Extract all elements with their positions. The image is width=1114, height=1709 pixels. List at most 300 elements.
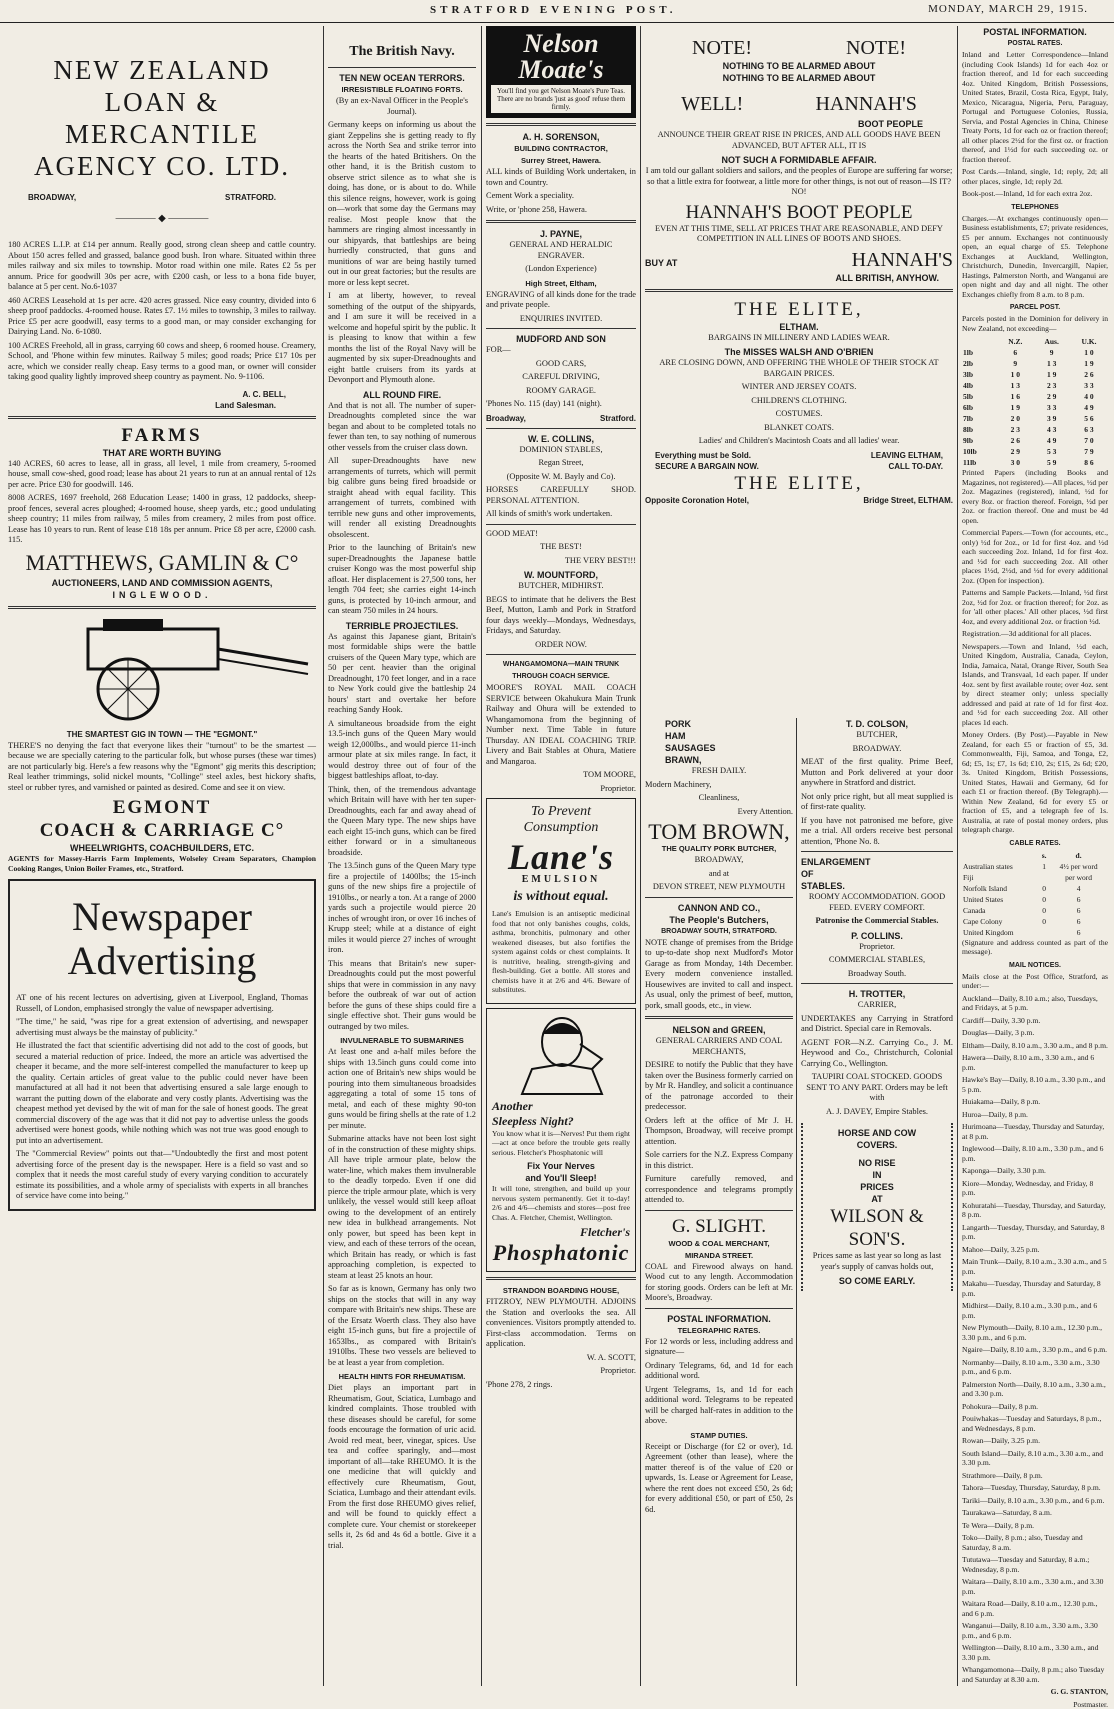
cable-cell: 6	[1049, 905, 1108, 916]
cannon-name: CANNON AND CO.,	[645, 902, 793, 914]
colson-sub: BUTCHER,	[801, 730, 953, 741]
collins-para-2: All kinds of smith's work undertaken.	[486, 509, 636, 520]
told-text: I am told our gallant soldiers and sailors, and the peoples of Europe are suffering far worse; so that a little extra for footwear, a little more for other things, is not out of reason—IS IT? NO!	[645, 166, 953, 198]
mail-list	[962, 994, 1108, 1685]
cable-row	[962, 894, 1108, 905]
column-rule	[323, 26, 324, 1686]
hc-line-4: AT	[809, 1193, 945, 1205]
cable-cell: Canada	[962, 905, 1039, 916]
parcel-header-cell: Aus.	[1033, 336, 1070, 347]
colson-para-1: MEAT of the first quality. Prime Beef, Mutton and Pork delivered at your door anywhere in Stratford and district.	[801, 757, 953, 789]
np-title-2: Advertising	[16, 939, 308, 983]
health-para: Diet plays an important part in Rheumatism, Gout, Sciatica, Lumbago and kindred complaints. Those troubled with these diseases should be careful, for some foods encourage the formation of uric acid. Avoid red meat, beer, vinegar, spices. Use tea and coffee sparingly, and—most important of all—take RHEUMO. It is the one medicine that will quickly and effectively cure Rheumatism, Gout, Sciatica, Lumbago and their attendant evils. From the first dose RHEUMO gives relief, and will be found to quickly effect a complete cure. Your chemist or storekeeper sells it, 2s 6d and 4s 6d a bottle. Give it a trial.	[328, 1383, 476, 1551]
collins-sub: DOMINION STABLES,	[486, 445, 636, 456]
colson-addr: BROADWAY.	[801, 744, 953, 755]
parcel-cell: 3 9	[1033, 413, 1070, 424]
parcel-cell: 2 3	[1033, 380, 1070, 391]
parcel-cell: 10lb	[962, 446, 997, 457]
elite-line-4: BLANKET COATS.	[645, 423, 953, 434]
cable-cell: 6	[1049, 894, 1108, 905]
sorenson-sub: BUILDING CONTRACTOR,	[486, 143, 636, 155]
colson-para-3: If you have not patronised me before, give me a trial. All orders receive best personal attention, 'Phone No. 8.	[801, 816, 953, 848]
navy-para-7: A simultaneous broadside from the eight 13.5-inch guns of the Queen Mary would weigh 12,000lbs., and would pierce 11-inch armour plate at six miles range. In fact, it would destroy three out of four of the biggest battleships afloat, to-day.	[328, 719, 476, 782]
parcel-cell: 1 0	[1070, 347, 1108, 358]
navy-title: The British Navy.	[328, 40, 476, 63]
strandon-title: STRANDON BOARDING HOUSE,	[486, 1285, 636, 1297]
elite-line-3: COSTUMES.	[645, 409, 953, 420]
strandon-phone: 'Phone 278, 2 rings.	[486, 1380, 636, 1391]
note-right: NOTE!	[846, 36, 906, 60]
mail-item: Douglas—Daily, 3 p.m.	[962, 1028, 1108, 1038]
parcel-cell: 2lb	[962, 358, 997, 369]
meat-line-2: THE BEST!	[486, 542, 636, 553]
fletcher-name: Fletcher's	[492, 1225, 630, 1240]
fletcher-para-2: Fix Your Nerves	[492, 1160, 630, 1172]
cable-cell: 4	[1049, 883, 1108, 894]
enl-of: OF	[801, 868, 953, 880]
elite-misses: The MISSES WALSH AND O'BRIEN	[645, 346, 953, 358]
navy-para-11: At least one and a-half miles before the ships with 13.5inch guns could come into action one of Britain's new ships would be pouring into them simultaneous broadsides aggregating a total of some 15 tons of metal, and each of these mighty 90-ton guns would be firing shells at the rate of 1.2 per minute.	[328, 1047, 476, 1131]
mountford-sub: BUTCHER, MIDHIRST.	[486, 581, 636, 592]
parcel-row	[962, 413, 1108, 424]
meat-line-1: GOOD MEAT!	[486, 529, 636, 540]
nz-listing-3: 100 ACRES Freehold, all in grass, carrying 60 cows and sheep, 6 roomed house. Creamery, School, and 'Phone within few minutes. Railway 5 miles; good roads; Price £17 10s per acre, which we consider really cheap. Easy terms to a good man, or owner will consider taking good quality lightly improved sheep country as payment. No. 9-1106.	[8, 341, 316, 383]
matthews-town: INGLEWOOD.	[8, 589, 316, 601]
navy-sub-2: IRRESISTIBLE FLOATING FORTS.	[328, 84, 476, 96]
parcel-cell: 3 0	[997, 457, 1033, 468]
fletcher-para-1: You know what it is—Nerves! Put them right—act at once before the trouble gets really serious. Fletcher's Phosphatonic will	[492, 1129, 630, 1158]
parcel-cell: 1 9	[1070, 358, 1108, 369]
egmont-title-2: COACH & CARRIAGE C°	[8, 819, 316, 842]
parcel-cell: 2 6	[1070, 369, 1108, 380]
every-attention: Every Attention.	[645, 807, 793, 818]
parcel-row	[962, 457, 1108, 468]
cable-cell: 6	[1049, 916, 1108, 927]
mudford-phone: 'Phones No. 115 (day) 141 (night).	[486, 399, 636, 410]
mail-item: South Island—Daily, 8.10 a.m., 3.30 a.m., and 3.30 p.m.	[962, 1449, 1108, 1468]
tb-devon: DEVON STREET, NEW PLYMOUTH	[645, 882, 793, 893]
mail-item: Whangamomona—Daily, 8 p.m.; also Tuesday and Saturday at 8.30 a.m.	[962, 1665, 1108, 1684]
mail-item: Kaponga—Daily, 3.30 p.m.	[962, 1166, 1108, 1176]
sorenson-para-2: Cement Work a speciality.	[486, 191, 636, 202]
mail-item: Inglewood—Daily, 8.10 a.m., 3.30 p.m., and 6 p.m.	[962, 1144, 1108, 1163]
mudford-addr-right: Stratford.	[600, 413, 636, 424]
pork-2: HAM	[645, 730, 793, 742]
parcel-cell: 2 9	[997, 446, 1033, 457]
column-rule	[640, 26, 641, 1686]
trotter-name: H. TROTTER,	[801, 988, 953, 1000]
parcel-row	[962, 358, 1108, 369]
parcel-cell: 3 3	[1033, 402, 1070, 413]
parcel-cell: 1 3	[1033, 358, 1070, 369]
parcel-cell: 3 3	[1070, 380, 1108, 391]
cable-cell: United States	[962, 894, 1039, 905]
cable-title: CABLE RATES.	[962, 838, 1108, 850]
lanes-line-2: Consumption	[492, 820, 630, 836]
cannon-addr: BROADWAY SOUTH, STRATFORD.	[645, 926, 793, 938]
column-2	[328, 26, 476, 1686]
nz-addr-left: BROADWAY,	[28, 192, 76, 203]
cannon-sub: The People's Butchers,	[645, 914, 793, 926]
pi-title: POSTAL INFORMATION.	[645, 1313, 793, 1325]
pi-stamp: STAMP DUTIES.	[645, 1430, 793, 1442]
hc-line-2: IN	[809, 1169, 945, 1181]
gig-illustration	[8, 614, 316, 724]
parcel-row	[962, 380, 1108, 391]
buy-at: BUY AT	[645, 257, 677, 269]
parcel-cell: 1 3	[997, 380, 1033, 391]
trotter-agent: AGENT FOR—N.Z. Carrying Co., J. M. Heywood and Co., Christchurch, Colonial Carrying Co., Wellington.	[801, 1038, 953, 1070]
postal-para-6: Patterns and Sample Packets.—Inland, ½d first 2oz, ½d for 2oz. or fraction thereof; for 2oz. as for 'all other places.' All other places, ½d first 4oz, and every additional 2oz. or fraction ½d.	[962, 588, 1108, 626]
cable-row	[962, 861, 1108, 872]
cable-cell: 0	[1039, 916, 1049, 927]
ng-para-3: Sole carriers for the N.Z. Express Company in this district.	[645, 1150, 793, 1171]
parcel-cell: 8 6	[1070, 457, 1108, 468]
parcel-cell: 7 0	[1070, 435, 1108, 446]
pc-bway: Broadway South.	[801, 969, 953, 980]
column-rule	[481, 26, 482, 1686]
mail-item: Tahora—Tuesday, Thursday, Saturday, 8 p.m.	[962, 1483, 1108, 1493]
cable-row	[962, 905, 1108, 916]
farms-title: FARMS	[8, 424, 316, 447]
mail-item: Rowan—Daily, 3.25 p.m.	[962, 1436, 1108, 1446]
nz-title-3: AGENCY CO. LTD.	[8, 150, 316, 182]
mail-item: Midhirst—Daily, 8.10 a.m., 3.30 p.m., and 6 p.m.	[962, 1301, 1108, 1320]
column-4-top	[645, 26, 953, 716]
elite-opposite: Opposite Coronation Hotel,	[645, 495, 749, 506]
hc-line-3: PRICES	[809, 1181, 945, 1193]
mail-item: Toko—Daily, 8 p.m.; also, Tuesday and Saturday, 8 a.m.	[962, 1533, 1108, 1552]
parcel-cell: 1 6	[997, 391, 1033, 402]
navy-para-2: I am at liberty, however, to reveal something of the output of the shipyards, and I am sure it will be received in a welcome and hopeful spirit by the public. It is pleasing to know that within a few months the list of the Royal Navy will be augmented by six super-Dreadnoughts and eight battle cruisers from its yards at Devonport and Plymouth alone.	[328, 291, 476, 386]
parcel-cell: 1 0	[997, 369, 1033, 380]
lanes-para: Lane's Emulsion is an antiseptic medicinal food that not only banishes coughs, colds, asthma, bronchitis, pulmonary and other weakened diseases, but also fortifies the system against colds or chest complaints. It is nutritive, healing, strength-giving and flesh-building. Get a bottle. All stores and chemists have it at 2/6 and 4/6. Beware of substitutes.	[492, 909, 630, 995]
navy-para-3: And that is not all. The number of super-Dreadnoughts completed since the war began and about to be completed totals no fewer than ten, to say nothing of numerous other vessels from the cruiser class down.	[328, 401, 476, 454]
enl-title: ENLARGEMENT	[801, 856, 953, 868]
parcel-row	[962, 446, 1108, 457]
pork-4: BRAWN,	[645, 754, 793, 766]
mail-item: Hawke's Bay—Daily, 8.10 a.m., 3.30 p.m., and 5 p.m.	[962, 1075, 1108, 1094]
coach-sign: TOM MOORE,	[486, 770, 636, 781]
elite-leaving: LEAVING ELTHAM,	[871, 450, 943, 461]
tb-broadway: BROADWAY,	[645, 855, 793, 866]
elite-bargains: BARGAINS IN MILLINERY AND LADIES WEAR.	[645, 333, 953, 344]
modern: Modern Machinery,	[645, 780, 793, 791]
postal-para-3: Book-post.—Inland, 1d for each extra 2oz.	[962, 189, 1108, 199]
nelson-logo: Nelson Moate's	[491, 31, 631, 83]
parcel-cell: 6 3	[1070, 424, 1108, 435]
parcel-cell: 2 6	[997, 435, 1033, 446]
ng-sub: GENERAL CARRIERS AND COAL MERCHANTS,	[645, 1036, 793, 1057]
ornament-divider: ———— ◆ ————	[8, 213, 316, 224]
all-british: ALL BRITISH, ANYHOW.	[645, 272, 953, 284]
ng-para-2: Orders left at the office of Mr J. H. Thompson, Broadway, will receive prompt attention.	[645, 1116, 793, 1148]
parcel-cell: 2 9	[1033, 391, 1070, 402]
mail-item: Normanby—Daily, 8.10 a.m., 3.30 a.m., 3.30 p.m., and 6 p.m.	[962, 1358, 1108, 1377]
cable-row	[962, 872, 1108, 883]
parcel-cell: 4 0	[1070, 391, 1108, 402]
cable-row	[962, 916, 1108, 927]
parcel-header-cell: N.Z.	[997, 336, 1033, 347]
parcel-cell: 7 9	[1070, 446, 1108, 457]
elite-secure: SECURE A BARGAIN NOW.	[655, 461, 759, 472]
slight-para: COAL and Firewood always on hand. Wood cut to any length. Accommodation for storing goods. Orders can be left at Mr. Moore's, Broadway.	[645, 1262, 793, 1304]
payne-sub: GENERAL AND HERALDIC ENGRAVER.	[486, 240, 636, 261]
parcel-cell: 4 9	[1033, 435, 1070, 446]
parcel-cell: 3lb	[962, 369, 997, 380]
navy-heading-projectiles: TERRIBLE PROJECTILES.	[328, 620, 476, 632]
tb-and: and at	[645, 869, 793, 880]
np-para-1: AT one of his recent lectures on advertising, given at Liverpool, England, Thomas Russell, of London, emphasised strongly the value of newspaper advertising.	[16, 993, 308, 1014]
mudford-name: MUDFORD AND SON	[486, 333, 636, 345]
parcel-cell: 5 6	[1070, 413, 1108, 424]
parcel-row	[962, 369, 1108, 380]
colson-para-2: Not only price right, but all meat supplied is of first-rate quality.	[801, 792, 953, 813]
mudford-line-2: CAREFUL DRIVING,	[486, 372, 636, 383]
matthews-name: MATTHEWS, GAMLIN & C°	[8, 549, 316, 577]
navy-sub-1: TEN NEW OCEAN TERRORS.	[328, 72, 476, 84]
egmont-title-1: EGMONT	[8, 796, 316, 819]
parcel-cell: 1 9	[1033, 369, 1070, 380]
egmont-agents: AGENTS for Massey-Harris Farm Implements, Wolseley Cream Separators, Champion Cooking Ranges, Union Boiler Frames, etc., Stratford.	[8, 854, 316, 873]
fletcher-advert	[486, 1008, 636, 1273]
nz-listing-1: 180 ACRES L.I.P. at £14 per annum. Really good, strong clean sheep and cattle country. About 150 acres felled and grassed, balance good bush. Iron whare. Situated within three miles railway and six miles to township. Motor road within one mile. Rates £2 5s per annum. Price for goodwill 30s per acre, with £200 cash, or less to a bona fide buyer, balance at 5 per cent. No.6-1037	[8, 240, 316, 293]
payne-enquiries: ENQUIRIES INVITED.	[486, 314, 636, 325]
farms-listing-1: 140 ACRES, 60 acres to lease, all in grass, all level, 1 mile from creamery, 5-roomed house, small cow-shed, good road; lease has about 21 years to run at an annual rental of 12s per acre. Price £30 for goodwill. 146.	[8, 459, 316, 491]
np-para-3: He illustrated the fact that scientific advertising did not add to the cost of goods, but secured a material reduction of price. Indeed, the more an article was advertised the cheaper it became, and the more self-interest compelled the manufacturer to keep up the quality. Certain articles of great value to the public could never have been manufactured at all had it not been that advertising ensured a sale large enough to warrant the putting down of the elaborate and very costly plants. Advertising was the cheapest method yet devised by the wit of man for the sale of honest goods. The great commercial discovery of the age was that it did not pay to advertise unless the goods advertised were honest goods, while nothing which was not true was good enough to put into an advertisement.	[16, 1041, 308, 1146]
well-heading: WELL!	[681, 92, 743, 116]
mail-item: Eltham—Daily, 8.10 a.m., 3.30 a.m., and 8 p.m.	[962, 1041, 1108, 1051]
postal-para-5: Commercial Papers.—Town (for accounts, etc., only) ½d for 2oz., or 1d for first 4oz. and ½d each succeeding 2oz. Inland, 1d for first 4oz. and ½d for each succeeding 2oz. All other places 1½d, 2½d, and ½d for every additional 2oz. (Open for inspection).	[962, 528, 1108, 585]
sorenson-addr: Surrey Street, Hawera.	[486, 155, 636, 167]
sleepless-man-illustration	[492, 1014, 630, 1094]
navy-para-8: Think, then, of the tremendous advantage which Britain will have with her ten super-Dreadnoughts, each far and away ahead of the Queen Mary type. The new ships have each eight 15-inch guns, which can be fired either forward or in a simultaneous broadside.	[328, 785, 476, 859]
telephones-title: TELEPHONES	[962, 202, 1108, 214]
cable-note: (Signature and address counted as part of the message).	[962, 938, 1108, 957]
note-sub-2: NOTHING TO BE ALARMED ABOUT	[645, 72, 953, 84]
parcel-cell: 1lb	[962, 347, 997, 358]
elite-macs: Ladies' and Children's Macintosh Coats and all ladies' wear.	[645, 436, 953, 447]
farms-advert	[8, 424, 316, 601]
strandon-para: FITZROY, NEW PLYMOUTH. ADJOINS the Station and overlooks the sea. All conveniences. Visitors promptly attended to. First-class accommodation. Terms on application.	[486, 1297, 636, 1350]
parcel-cell: 9lb	[962, 435, 997, 446]
hc-title-1: HORSE AND COW	[809, 1127, 945, 1139]
fletcher-para-4: It will tone, strengthen, and build up your nervous system permanently. Get it to-day! 2/6 and 4/6—chemists and stores—post free Chas. A. Fletcher, Chemist, Wellington.	[492, 1184, 630, 1222]
mail-item: Wellington—Daily, 8.10 a.m., 3.30 a.m., and 3.30 p.m.	[962, 1643, 1108, 1662]
collins-para: HORSES CAREFULLY SHOD. PERSONAL ATTENTION.	[486, 485, 636, 506]
parcel-cell: 7lb	[962, 413, 997, 424]
nz-loan-advert	[8, 54, 316, 411]
parcel-header-cell	[962, 336, 997, 347]
column-4-left	[645, 718, 793, 1686]
cable-cell: Australian states	[962, 861, 1039, 872]
pork-1: PORK	[645, 718, 793, 730]
parcel-cell: 5 9	[1033, 457, 1070, 468]
elite-line-1: WINTER AND JERSEY COATS.	[645, 382, 953, 393]
navy-heading-fire: ALL ROUND FIRE.	[328, 389, 476, 401]
farms-listing-2: 8008 ACRES, 1697 freehold, 268 Education Lease; 1400 in grass, 12 paddocks, sheep-proof fences, several acres ploughed; 4-roomed house, sheep yards, etc.; good undulating sheep country; 11 miles from railway, 5 miles from creamery, 2 miles from post office. Lease has 10 years to run. Rent of lease £18 18s per annum. Price £8 per acre, £2000 cash. 115.	[8, 493, 316, 546]
nz-listing-2: 460 ACRES Leasehold at 1s per acre. 420 acres grassed. Nice easy country, divided into 6 sheep proof paddocks. 4-roomed house. Rates £7. 1½ miles to township, 3 miles to railway. Price £5 per acre goodwill, easy terms to a good man, or may consider exchanging for Dairying Land. No. 6-1080.	[8, 296, 316, 338]
nelson-tagline: You'll find you get Nelson Moate's Pure Teas. There are no brands 'just as good' refuse them firmly.	[491, 85, 631, 113]
np-title-1: Newspaper	[16, 895, 308, 939]
mail-item: Taurakawa—Saturday, 8 a.m.	[962, 1508, 1108, 1518]
lanes-logo: Lane's	[492, 836, 630, 878]
hc-para: Prices same as last year so long as last year's supply of canvas holds out,	[809, 1251, 945, 1272]
strandon-sign: W. A. SCOTT,	[486, 1353, 636, 1364]
mail-intro: Mails close at the Post Office, Stratford, as under:—	[962, 972, 1108, 991]
slight-street: MIRANDA STREET.	[645, 1250, 793, 1262]
meat-line-3: THE VERY BEST!!!	[486, 556, 636, 567]
mudford-for: FOR—	[486, 345, 636, 356]
hc-come: SO COME EARLY.	[809, 1275, 945, 1287]
postmaster-sign: G. G. STANTON,	[962, 1687, 1108, 1697]
cable-cell: 0	[1039, 883, 1049, 894]
column-3	[486, 26, 636, 1686]
newspaper-title: STRATFORD EVENING POST.	[430, 4, 677, 16]
enl-stables: STABLES.	[801, 880, 953, 892]
navy-para-4: All super-Dreadnoughts have new arrangements of turrets, which will permit big calibre guns being fired broadside or straight ahead with equal facility. This arrangement of turrets, combined with terrible new guns and other improvements, will render all existing Dreadnoughts obsolescent.	[328, 456, 476, 540]
parcel-cell: 2 3	[997, 424, 1033, 435]
elite-title: THE ELITE,	[645, 298, 953, 321]
parcel-title: PARCEL POST.	[962, 302, 1108, 314]
note-left: NOTE!	[692, 36, 752, 60]
mail-item: Main Trunk—Daily, 8.10 a.m., 3.30 a.m., and 5 p.m.	[962, 1257, 1108, 1276]
telephones-para: Charges.—At exchanges continuously open—Business establishments, £7; private residences, £5 per annum. Exchanges not continuously open, an equal charge of £5. Telephone Exchanges at Auckland, Wellington, Christchurch, Dunedin, Invercargill, Napier, Hastings, Palmerston North, and Wanganui are open night and day and all night. The other Exchanges chiefly from 8 a.m. to 8 p.m.	[962, 214, 1108, 300]
cable-cell	[1039, 872, 1049, 883]
parcel-cell: 9	[1033, 347, 1070, 358]
np-para-2: "The time," he said, "was ripe for a great extension of advertising, and newspaper advertising must always be the mainstay of publicity."	[16, 1017, 308, 1038]
mail-item: Hawera—Daily, 8.10 a.m., 3.30 a.m., and 6 p.m.	[962, 1053, 1108, 1072]
pc-prop: Proprietor.	[801, 942, 953, 953]
fresh-daily: FRESH DAILY.	[645, 766, 793, 777]
elite-call: CALL TO-DAY.	[888, 461, 943, 472]
mail-item: Pohokura—Daily, 8 p.m.	[962, 1402, 1108, 1412]
announce-text: ANNOUNCE THEIR GREAT RISE IN PRICES, AND ALL GOODS HAVE BEEN ADVANCED, BUT AFTER ALL, IT IS	[645, 130, 953, 151]
fletcher-title-2: Sleepless Night?	[492, 1114, 630, 1129]
mail-item: Strathmore—Daily, 8 p.m.	[962, 1471, 1108, 1481]
parcel-table	[962, 336, 1108, 468]
mail-item: Huiakama—Daily, 8 p.m.	[962, 1097, 1108, 1107]
fletcher-phosphatonic: Phosphatonic	[492, 1240, 630, 1266]
ng-para-1: DESIRE to notify the Public that they have taken over the Business formerly carried on by Mr R. Handley, and solicit a continuance of the patronage accorded to their predecessor.	[645, 1060, 793, 1113]
cable-cell: 4½ per word	[1049, 861, 1108, 872]
nz-signature-title: Land Salesman.	[215, 400, 276, 411]
postal-para-4: Printed Papers (including Books and Magazines, not registered).—All places, ½d per 2oz. Magazines (registered), inland, ½d for every 8oz. or fraction thereof. Foreign, ½d per 2oz. or fraction thereof. One and must be 4d open.	[962, 468, 1108, 525]
mail-item: Kiore—Monday, Wednesday, and Friday, 8 p.m.	[962, 1179, 1108, 1198]
fletcher-title-1: Another	[492, 1099, 630, 1114]
pc-name: P. COLLINS.	[801, 930, 953, 942]
mail-item: Cardiff—Daily, 3.30 p.m.	[962, 1016, 1108, 1026]
mail-item: Kohuratahi—Tuesday, Thursday, and Saturday, 8 p.m.	[962, 1201, 1108, 1220]
navy-heading-submarines: INVULNERABLE TO SUBMARINES	[328, 1035, 476, 1047]
wilson-sons-advert	[801, 1123, 953, 1291]
mail-item: Mahoe—Daily, 3.25 p.m.	[962, 1245, 1108, 1255]
issue-date: MONDAY, MARCH 29, 1915.	[928, 3, 1088, 15]
postmaster-title: Postmaster.	[962, 1700, 1108, 1709]
elite-bridge: Bridge Street, ELTHAM.	[863, 495, 953, 506]
wilson: WILSON &	[809, 1205, 945, 1228]
pork-3: SAUSAGES	[645, 742, 793, 754]
matthews-sub: AUCTIONEERS, LAND AND COMMISSION AGENTS,	[8, 577, 316, 589]
pi-para-2: Ordinary Telegrams, 6d, and 1d for each additional word.	[645, 1361, 793, 1382]
enl-patron: Patronise the Commercial Stables.	[801, 916, 953, 927]
lanes-equal: is without equal.	[492, 889, 630, 905]
mudford-line-3: ROOMY GARAGE.	[486, 386, 636, 397]
hannahs-2: HANNAH'S	[852, 248, 953, 272]
navy-para-9: The 13.5inch guns of the Queen Mary type fire a projectile of 1400lbs; the 15-inch guns of the new ships fire a projectile of 1910lbs., or nearly a ton. At a range of 2000 yards such a projectile would pierce 20 inches of wrought iron, or over 16 inches of Krupp steel; while at a distance of eight miles it would pierce 27 inches of wrought iron.	[328, 861, 476, 956]
mail-title: MAIL NOTICES.	[962, 960, 1108, 972]
cable-cell	[1039, 927, 1049, 938]
mail-item: Auckland—Daily, 8.10 a.m.; also, Tuesdays, and Fridays, at 5 p.m.	[962, 994, 1108, 1013]
cable-cell: Cape Colony	[962, 916, 1039, 927]
cannon-para: NOTE change of premises from the Bridge to up-to-date shop next Mudford's Motor Garage as from Monday, 14th December. Every modern convenience installed. Housewives are invited to call and inspect. As usual, only the primest of beef, mutton, pork, small goods, etc., in view.	[645, 938, 793, 1012]
quality-butcher: THE QUALITY PORK BUTCHER,	[645, 843, 793, 855]
cable-cell: 1	[1039, 861, 1049, 872]
cable-header-cell	[962, 850, 1039, 861]
parcel-row	[962, 402, 1108, 413]
navy-para-5: Prior to the launching of Britain's new super-Dreadnoughts the Japanese battle cruiser Kongo was the most powerful ship afloat. Her displacement is 27,500 tons, her length 704 feet; she carries eight 14-inch guns, is protected by 10-inch armour, and can steam 750 miles in 24 hours.	[328, 543, 476, 617]
payne-para: ENGRAVING of all kinds done for the trade and private people.	[486, 290, 636, 311]
postal-rates: POSTAL RATES.	[962, 38, 1108, 50]
fletcher-para-3: and You'll Sleep!	[492, 1172, 630, 1184]
mountford-para: BEGS to intimate that he delivers the Best Beef, Mutton, Lamb and Pork in Stratford four days weekly—Mondays, Wednesdays, Fridays, and Saturday.	[486, 595, 636, 637]
egmont-sub: WHEELWRIGHTS, COACHBUILDERS, ETC.	[8, 842, 316, 854]
column-rule	[957, 26, 958, 1686]
np-para-4: The "Commercial Review" points out that—"Undoubtedly the first and most potent advertising force of the present day is the newspaper. Here is a field so vast and so complex that it needs the most careful study of every varying condition to accurately estimate its possibilities, and a whole army of specialists with experts in all branches of service have come into being."	[16, 1149, 308, 1202]
elite-para: ARE CLOSING DOWN, AND OFFERING THE WHOLE OF THEIR STOCK AT BARGAIN PRICES.	[645, 358, 953, 379]
postal-para-9: Money Orders. (By Post).—Payable in New Zealand, for each £5 or fraction of £5, 3d. Commonwealth, Fiji, Samoa, and Tonga, £2, 6d; £5, 1s; £7, 1s 6d; £10, 2s; £15, 2s 6d; £20, 3s. United Kingdom, British Possessions, United States, Hawaii and Germany, 6d for each £1 or fraction thereof. (By Telegraph).—Within New Zealand, 6d for every £5 or fraction of £5, and a telegraph fee of 1s. Australia, at rate of postal money orders, plus telegraph charge.	[962, 730, 1108, 835]
hannahs-heading: HANNAH'S	[815, 92, 916, 116]
pi-para-3: Urgent Telegrams, 1s, and 1d for each additional word. Telegrams to be repeated will be charged half-rates in addition to the above.	[645, 1385, 793, 1427]
nelson-moates-advert	[486, 26, 636, 118]
postal-para-1: Inland and Letter Correspondence—Inland (including Cook Islands) 1d for each 4oz or fraction thereof, and 1d for each succeeding 4oz. United Kingdom, British Possessions, United States, Brazil, Costa Rica, Egypt, Italy, Mexico, Nicaragua, Nigeria, Peru, Paraguay, Portugal and Portuguese Colonies, Russia, Servia, and Postal Agencies in China, Chinese Treaty Ports, 1d for each oz or fraction thereof; all other places 2½d for the first oz. or fraction thereof, and 1½d for each succeeding oz. or fraction thereof.	[962, 50, 1108, 164]
parcel-row	[962, 435, 1108, 446]
lanes-emulsion-advert	[486, 798, 636, 1004]
elite-eltham: ELTHAM.	[645, 321, 953, 333]
mudford-line-1: GOOD CARS,	[486, 359, 636, 370]
column-1	[8, 26, 316, 1686]
nz-title-1: NEW ZEALAND	[8, 54, 316, 86]
cable-cell: 0	[1039, 905, 1049, 916]
parcel-cell: 6lb	[962, 402, 997, 413]
lanes-line-1: To Prevent	[492, 804, 630, 820]
mountford-order: ORDER NOW.	[486, 640, 636, 651]
strandon-sign-2: Proprietor.	[486, 1366, 636, 1377]
parcel-cell: 4 9	[1070, 402, 1108, 413]
tom-brown: TOM BROWN,	[645, 820, 793, 843]
not-such-text: NOT SUCH A FORMIDABLE AFFAIR.	[645, 154, 953, 166]
navy-para-6: As against this Japanese giant, Britain's most formidable ships were the battle cruisers of the Queen Mary type, which are 50 per cent. heavier than the original Dreadnought, 170 feet longer, and in a race to New York could give the battleship 24 hours' start and overtake her before reaching Sandy Hook.	[328, 632, 476, 716]
column-rule	[796, 718, 797, 1686]
ng-para-4: Furniture carefully removed, and correspondence and telegrams promptly attended to.	[645, 1174, 793, 1206]
hc-line-1: NO RISE	[809, 1157, 945, 1169]
parcel-row	[962, 424, 1108, 435]
clean: Cleanliness,	[645, 793, 793, 804]
navy-para-10: This means that Britain's new super-Dreadnoughts could put the most powerful ships that were in commission in any navy before the outbreak of war out of action before the guns of these ships could fire a single effective shot. Their guns would be outranged by two miles.	[328, 959, 476, 1033]
colson-name: T. D. COLSON,	[801, 718, 953, 730]
navy-para-12: Submarine attacks have not been lost sight of in the construction of these mighty ships. All have triple armour plate, below the water-line, which makes them invulnerable to the deadly torpedo. Even if one did pierce the triple armour plate, which is very unlikely, the vessel would still keep afloat owing to the development of an entirely new idea in bulkhead arrangements. Not only power, but speed has been kept in view, and each of these terrors of the ocean, which Britain has ready, or which is fast approaching completion, is expected to steam at least 25 knots an hour.	[328, 1134, 476, 1281]
egmont-advert	[8, 614, 316, 874]
cable-cell: United Kingdom	[962, 927, 1039, 938]
trotter-para: UNDERTAKES any Carrying in Stratford and District. Special care in Removals.	[801, 1014, 953, 1035]
boot-people: BOOT PEOPLE	[645, 118, 953, 130]
slight-sub: WOOD & COAL MERCHANT,	[645, 1238, 793, 1250]
health-heading: HEALTH HINTS FOR RHEUMATISM.	[328, 1371, 476, 1383]
nz-signature: A. C. BELL,	[242, 389, 286, 400]
mail-item: Huroa—Daily, 8 p.m.	[962, 1110, 1108, 1120]
mail-item: Palmerston North—Daily, 8.10 a.m., 3.30 a.m., and 3.30 p.m.	[962, 1380, 1108, 1399]
mail-item: Waitara Road—Daily, 8.10 a.m., 12.30 p.m., and 6 p.m.	[962, 1599, 1108, 1618]
